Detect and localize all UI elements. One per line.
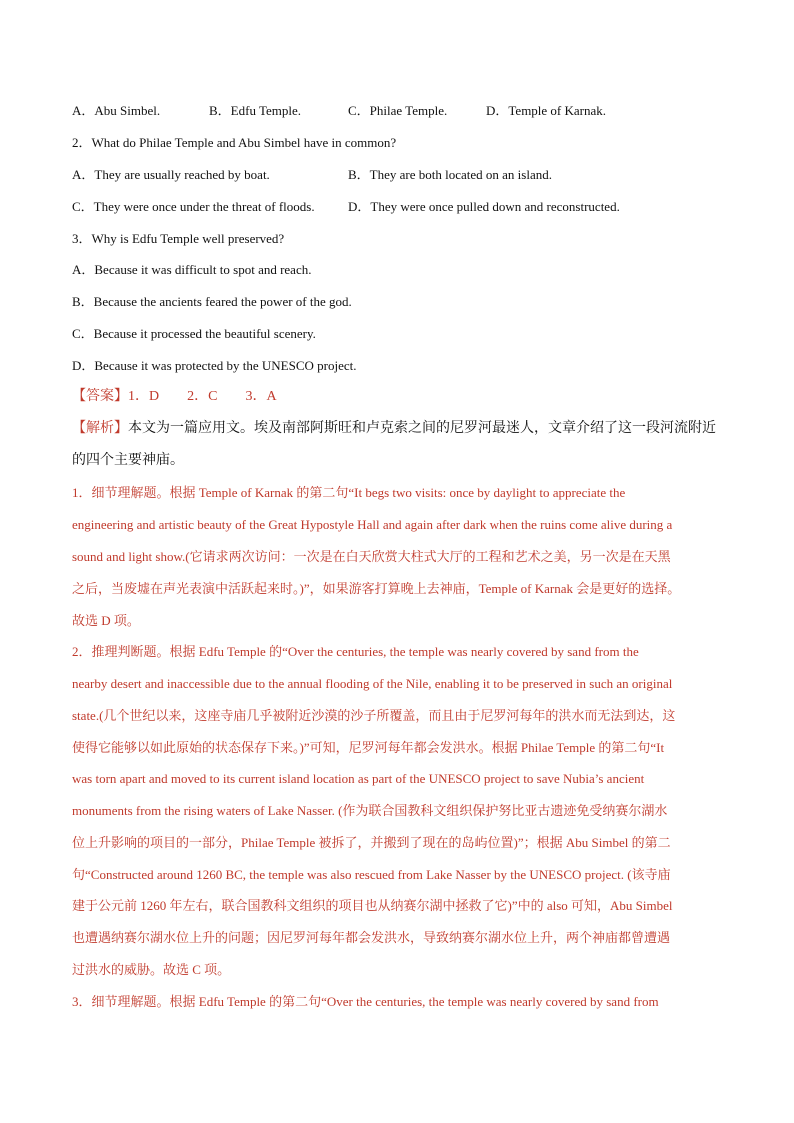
q2-option-b: B．They are both located on an island. <box>348 167 552 182</box>
q1-option-d: D．Temple of Karnak. <box>486 103 607 118</box>
explain-2-line-11: 过洪水的威胁。故选 C 项。 <box>72 962 231 977</box>
explain-2-line-10: 也遭遇纳赛尔湖水位上升的问题；因尼罗河每年都会发洪水，导致纳赛尔湖水位上升，两个神庙都曾遭遇 <box>72 930 671 945</box>
q1-option-c: C．Philae Temple. <box>348 103 448 118</box>
q3-stem: 3．Why is Edfu Temple well preserved? <box>72 231 285 246</box>
analysis-intro-text-1: 本文为一篇应用文。埃及南部阿斯旺和卢克索之间的尼罗河最迷人，文章介绍了这一段河流附近 <box>128 421 716 436</box>
q2-option-d: D．They were once pulled down and reconstructed. <box>348 199 620 214</box>
explain-3-line-1: 3．细节理解题。根据 Edfu Temple 的第二句“Over the centuries, the temple was nearly covered by sand from <box>72 994 659 1009</box>
explain-1-line-3: sound and light show.(它请求两次访问：一次是在白天欣赏大柱式大厅的工程和艺术之美，另一次是在天黑 <box>72 549 671 564</box>
explain-2-line-1: 2．推理判断题。根据 Edfu Temple 的“Over the centuries, the temple was nearly covered by sand from the <box>72 644 639 659</box>
q3-option-a: A．Because it was difficult to spot and reach. <box>72 262 312 277</box>
explain-2-line-5: was torn apart and moved to its current island location as part of the UNESCO project to save Nubia’s ancient <box>72 771 645 786</box>
analysis-intro-line-2: 的四个主要神庙。 <box>72 453 184 468</box>
answer-text: 1．D 2．C 3．A <box>128 389 277 404</box>
q1-option-a: A．Abu Simbel. <box>72 103 161 118</box>
explain-1-line-1: 1．细节理解题。根据 Temple of Karnak 的第二句“It begs two visits: once by daylight to appreciate the <box>72 485 626 500</box>
q2-stem: 2．What do Philae Temple and Abu Simbel have in common? <box>72 135 397 150</box>
q3-option-b: B．Because the ancients feared the power of the god. <box>72 294 352 309</box>
answer-tag: 【答案】 <box>72 389 128 404</box>
answer-line <box>72 389 752 405</box>
q2-option-a: A．They are usually reached by boat. <box>72 167 270 182</box>
explain-2-line-7: 位上升影响的项目的一部分，Philae Temple 被拆了，并搬到了现在的岛屿位置)”；根据 Abu Simbel 的第二 <box>72 835 671 850</box>
explain-1-line-5: 故选 D 项。 <box>72 613 140 628</box>
explain-2-line-6: monuments from the rising waters of Lake Nasser. (作为联合国教科文组织保护努比亚古遗迹免受纳赛尔湖水 <box>72 803 668 818</box>
q1-option-b: B．Edfu Temple. <box>209 103 302 118</box>
explain-2-line-9: 建于公元前 1260 年左右，联合国教科文组织的项目也从纳赛尔湖中拯救了它)”中的 also 可知，Abu Simbel <box>72 898 673 913</box>
explain-2-line-3: state.(几个世纪以来，这座寺庙几乎被附近沙漠的沙子所覆盖，而且由于尼罗河每年的洪水而无法到达，这 <box>72 708 676 723</box>
q2-option-c: C．They were once under the threat of floods. <box>72 199 315 214</box>
explain-2-line-4: 使得它能够以如此原始的状态保存下来。)”可知，尼罗河每年都会发洪水。根据 Philae Temple 的第二句“It <box>72 740 665 755</box>
explain-2-line-8: 句“Constructed around 1260 BC, the temple was also rescued from Lake Nasser by the UNESCO project. (该寺庙 <box>72 867 671 882</box>
analysis-intro-line-1 <box>72 421 752 437</box>
analysis-tag: 【解析】 <box>72 421 128 436</box>
q3-option-c: C．Because it processed the beautiful scenery. <box>72 326 316 341</box>
explain-1-line-2: engineering and artistic beauty of the Great Hypostyle Hall and again after dark when the ruins come alive during a <box>72 517 673 532</box>
q3-option-d: D．Because it was protected by the UNESCO project. <box>72 358 357 373</box>
explain-2-line-2: nearby desert and inaccessible due to the annual flooding of the Nile, enabling it to be preserved in such an original <box>72 676 673 691</box>
explain-1-line-4: 之后，当废墟在声光表演中活跃起来时。)”，如果游客打算晚上去神庙，Temple of Karnak 会是更好的选择。 <box>72 581 681 596</box>
